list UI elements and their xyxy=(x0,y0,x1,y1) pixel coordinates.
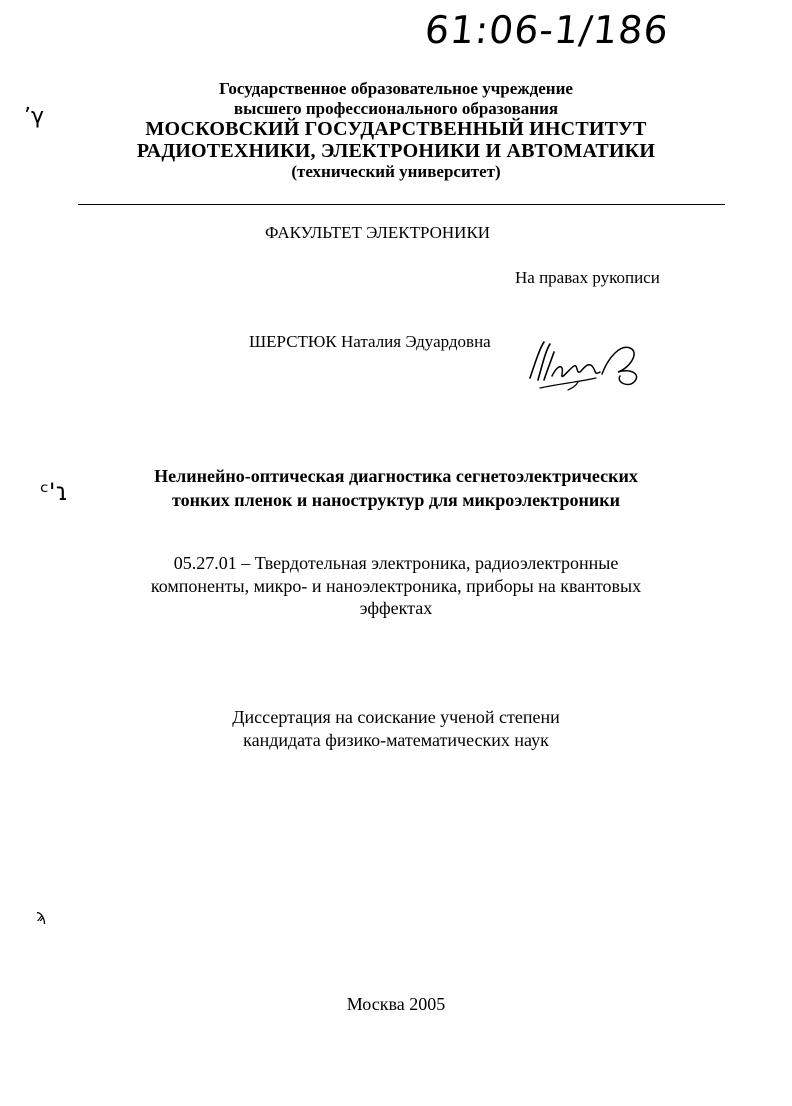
specialty-line-1: 05.27.01 – Твердотельная электроника, радиоэлектронные xyxy=(173,553,619,573)
degree-line-2: кандидата физико-математических наук xyxy=(243,730,549,750)
author-name: ШЕРСТЮК Наталия Эдуардовна xyxy=(249,332,491,351)
institution-name-line-2: РАДИОТЕХНИКИ, ЭЛЕКТРОНИКИ И АВТОМАТИКИ xyxy=(136,140,656,162)
faculty-name: ФАКУЛЬТЕТ ЭЛЕКТРОНИКИ xyxy=(265,223,491,242)
margin-mark-top: ʼγ xyxy=(24,104,45,129)
institution-subtitle: (технический университет) xyxy=(291,162,501,181)
institution-name-line-1: МОСКОВСКИЙ ГОСУДАРСТВЕННЫЙ ИНСТИТУТ xyxy=(145,118,647,140)
institution-line-2: высшего профессионального образования xyxy=(233,99,559,118)
header-divider xyxy=(78,204,725,205)
city-year: Москва 2005 xyxy=(346,994,446,1014)
author-signature-image xyxy=(518,338,648,396)
margin-mark-mid: ᶜ'ɿ xyxy=(40,478,69,506)
handwritten-shelfmark: 61:06-1/186 xyxy=(422,8,672,52)
specialty-line-2: компоненты, микро- и наноэлектроника, приборы на квантовых xyxy=(150,576,642,596)
specialty-line-3: эффектах xyxy=(359,598,433,618)
degree-line-1: Диссертация на соискание ученой степени xyxy=(232,707,560,727)
institution-line-1: Государственное образовательное учреждение xyxy=(219,79,573,98)
margin-mark-low: ϡ xyxy=(36,906,47,925)
thesis-title-line-2: тонких пленок и наноструктур для микроэлектроники xyxy=(172,490,620,510)
thesis-title-line-1: Нелинейно-оптическая диагностика сегнетоэлектрических xyxy=(154,466,638,486)
manuscript-note: На правах рукописи xyxy=(515,268,660,287)
